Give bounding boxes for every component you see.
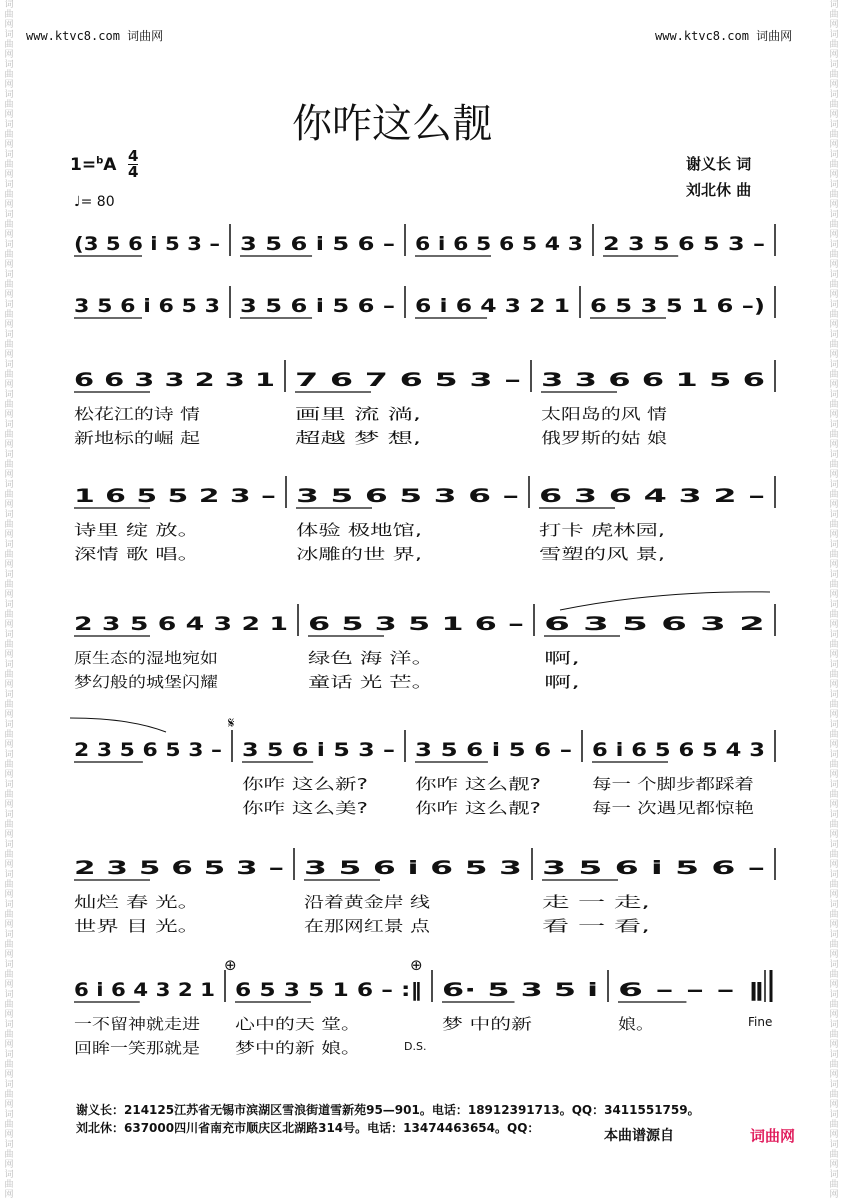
measure-notes: 3 5 6 i 6 5 3 — [74, 295, 220, 317]
lyric-text: 心中的天 堂。 — [235, 1015, 361, 1033]
footer-contact-lyricist: 谢义长：214125江苏省无锡市滨湖区雪浪街道雪新苑95—901。电话：18912391713。QQ：3411551759。 — [76, 1103, 700, 1117]
watermark-url-right[interactable]: www.ktvc8.com 词曲网 — [655, 29, 793, 43]
lyric-text: 画里 流 淌, — [295, 405, 421, 423]
slur-arc — [70, 718, 166, 732]
fine-marking: Fine — [748, 1015, 773, 1029]
measure-notes: 2 3 5 6 5 3 – — [603, 233, 765, 255]
measure-notes: 3 5 6 i 5 6 – — [415, 739, 572, 761]
lyric-text: 体验 极地馆, — [296, 521, 422, 539]
measure-notes: 2 3 5 6 5 3 – — [74, 739, 222, 761]
lyric-text: 冰雕的世 界, — [296, 545, 422, 563]
measure-notes: 6 5 3 5 1 6 – :‖ — [235, 979, 422, 1001]
lyric-text: 你咋 这么美? — [242, 799, 368, 817]
measure-notes: 6 i 6 5 6 5 4 3 — [592, 739, 765, 761]
lyric-text: 绿色 海 洋。 — [308, 649, 434, 667]
lyric-text: 每一 次遇见都惊艳 — [592, 799, 754, 817]
lyric-text: 啊, — [544, 649, 580, 667]
measure-notes: 3 5 6 i 6 5 3 — [304, 857, 522, 879]
measure-notes: 1 6 5 5 2 3 – — [74, 485, 276, 507]
measure-notes: 6 3 6 4 3 2 – — [539, 485, 765, 507]
time-signature: 4 4 — [128, 147, 139, 181]
footer-contact-composer: 刘北休：637000四川省南充市顺庆区北湖路314号。电话：13474463654。QQ： — [76, 1121, 540, 1135]
measure-notes: 3 3 6 6 1 5 6 — [541, 369, 765, 391]
lyric-text: 原生态的湿地宛如 — [74, 649, 218, 667]
lyric-text: 每一 个脚步都踩着 — [592, 775, 754, 793]
lyric-text: 回眸一笑那就是 — [74, 1039, 200, 1057]
lyric-text: 俄罗斯的姑 娘 — [541, 429, 667, 447]
page-title: 你咋这么靓 — [292, 101, 492, 147]
lyric-text: 打卡 虎林园, — [539, 521, 665, 539]
measure-notes: 6 6 3 3 2 3 1 — [74, 369, 275, 391]
lyric-text: 你咋 这么靓? — [415, 799, 541, 817]
lyric-text: 世界 目 光。 — [74, 917, 200, 935]
lyric-text: 雪塑的风 景, — [539, 545, 665, 563]
lyric-text: 看 一 看, — [542, 917, 650, 935]
lyric-text: 新地标的崛 起 — [74, 429, 200, 447]
measure-notes: 6 i 6 4 3 2 1 — [415, 295, 570, 317]
lyric-text: 深情 歌 唱。 — [74, 545, 200, 563]
measure-notes: 6 5 3 5 1 6 – — [308, 613, 524, 635]
measure-notes: 2 3 5 6 4 3 2 1 — [74, 613, 288, 635]
measure-notes: 6 i 6 4 3 2 1 — [74, 979, 215, 1001]
lyric-text: 梦幻般的城堡闪耀 — [74, 673, 218, 691]
coda-icon: ⊕ — [410, 956, 423, 974]
lyric-text: 沿着黄金岸 线 — [304, 893, 430, 911]
lyric-text: 走 一 走, — [542, 893, 650, 911]
coda-icon: ⊕ — [224, 956, 237, 974]
quarter-note-icon: ♩ — [74, 194, 81, 210]
lyric-text: 超越 梦 想, — [295, 429, 421, 447]
key-signature: 1=$^b$A — [70, 155, 117, 175]
lyric-text: 童话 光 芒。 — [308, 673, 434, 691]
left-watermark: 词曲网词曲网词曲网词曲网词曲网词曲网词曲网词曲网词曲网词曲网词曲网词曲网词曲网词曲网词曲网词曲网词曲网词曲网词曲网词曲网词曲网词曲网词曲网词曲网词曲网词曲网词曲网词曲网词曲网词曲网词曲网词曲网词曲网词曲网词曲网词曲网词曲网词曲网词曲网词曲网 — [4, 0, 14, 1200]
measure-notes: 3 5 6 i 5 3 – — [242, 739, 395, 761]
lyric-text: 啊, — [544, 673, 580, 691]
source-label: 本曲谱源自 — [604, 1128, 674, 1144]
measure-notes: 7 6 7 6 5 3 – — [295, 369, 521, 391]
measure-notes: 2 3 5 6 5 3 – — [74, 857, 284, 879]
tempo-marking: ♩= 80 — [74, 194, 115, 210]
slur-arc — [560, 592, 770, 610]
composer-credit: 刘北休 曲 — [686, 181, 752, 199]
measure-notes: 6· 5 3 5 i — [442, 979, 598, 1001]
lyric-text: 娘。 — [618, 1015, 654, 1033]
measure-notes: 3 5 6 i 5 6 – — [240, 295, 395, 317]
site-logo[interactable]: 词曲网 — [750, 1127, 796, 1145]
lyric-text: 灿烂 春 光。 — [74, 893, 200, 911]
right-watermark: 词曲网词曲网词曲网词曲网词曲网词曲网词曲网词曲网词曲网词曲网词曲网词曲网词曲网词曲网词曲网词曲网词曲网词曲网词曲网词曲网词曲网词曲网词曲网词曲网词曲网词曲网词曲网词曲网词曲网词曲网词曲网词曲网词曲网词曲网词曲网词曲网词曲网词曲网词曲网词曲网 — [829, 0, 839, 1200]
lyric-text: 太阳岛的风 情 — [541, 405, 667, 423]
lyric-text: 你咋 这么新? — [242, 775, 368, 793]
lyric-text: 梦 中的新 — [442, 1015, 532, 1033]
measure-notes: (3 5 6 i 5 3 – — [74, 233, 220, 255]
measure-notes: 3 5 6 i 5 6 – — [542, 857, 765, 879]
watermark-url-left[interactable]: www.ktvc8.com 词曲网 — [26, 29, 164, 43]
lyric-text: 梦中的新 娘。 — [235, 1039, 361, 1057]
measure-notes: 6 i 6 5 6 5 4 3 — [415, 233, 583, 255]
lyric-text: 一不留神就走进 — [74, 1015, 200, 1033]
measure-notes: 6 – – – ‖ — [618, 979, 765, 1001]
lyric-text: 松花江的诗 情 — [74, 405, 200, 423]
measure-notes: 3 5 6 i 5 6 – — [240, 233, 395, 255]
lyric-text: 诗里 绽 放。 — [74, 521, 200, 539]
measure-notes: 6 3 5 6 3 2 — [544, 613, 765, 635]
lyric-text: 在那网红景 点 — [304, 917, 432, 935]
measure-notes: 3 5 6 5 3 6 – — [296, 485, 519, 507]
lyricist-credit: 谢义长 词 — [686, 155, 752, 173]
segno-icon: 𝄋 — [228, 714, 235, 732]
lyric-text: 你咋 这么靓? — [415, 775, 541, 793]
ds-marking: D.S. — [404, 1040, 427, 1053]
measure-notes: 6 5 3 5 1 6 –) — [590, 295, 765, 317]
